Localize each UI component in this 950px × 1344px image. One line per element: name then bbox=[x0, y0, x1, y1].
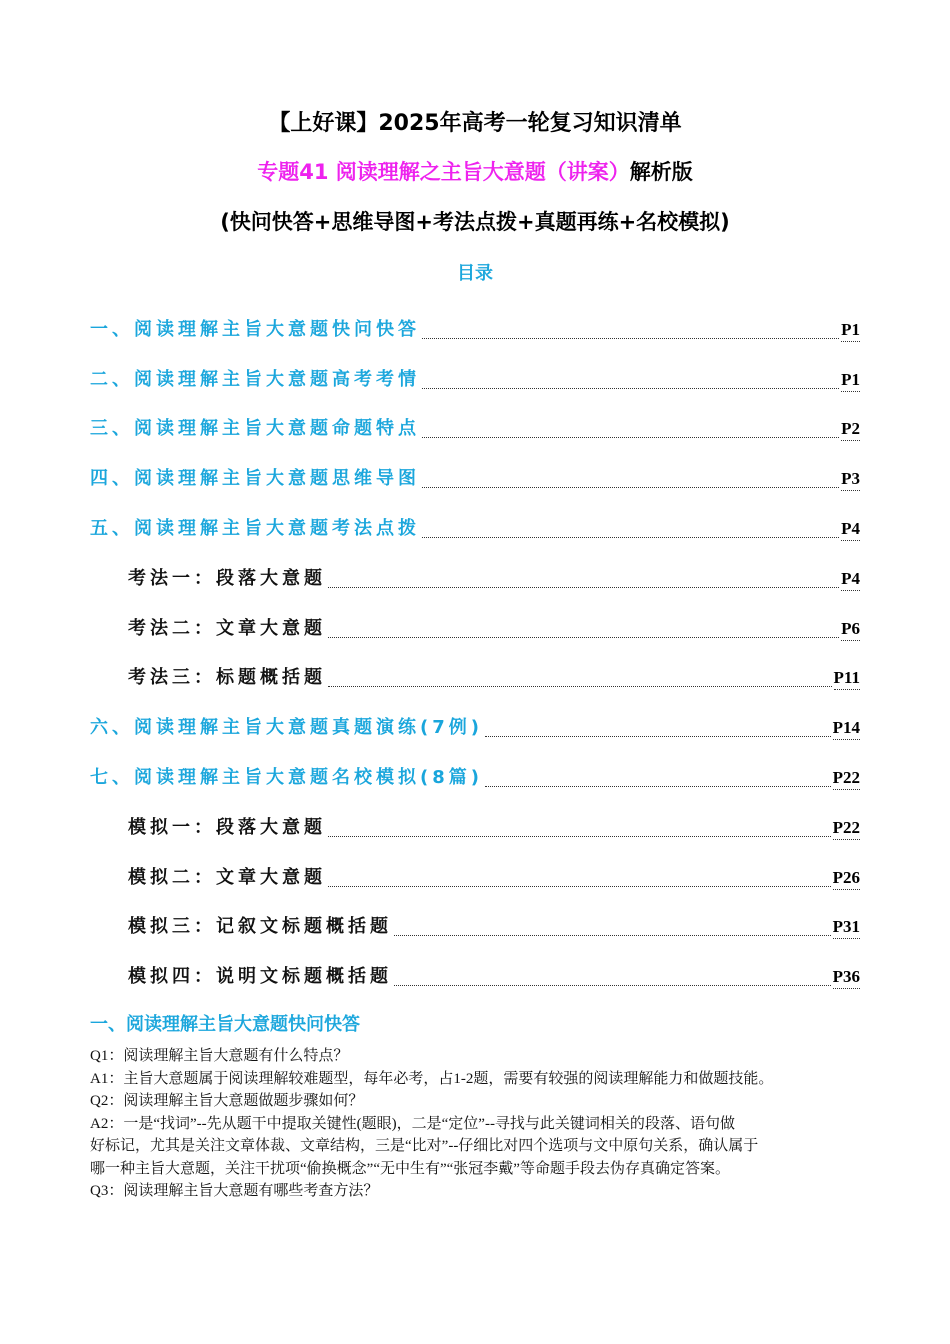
toc-dot-leader bbox=[328, 636, 839, 638]
toc-item[interactable] bbox=[90, 511, 860, 541]
toc-page-number: P22 bbox=[833, 817, 860, 840]
toc-item-label: 四、阅读理解主旨大意题思维导图 bbox=[90, 468, 420, 489]
edition-label: 解析版 bbox=[629, 160, 693, 184]
question-line: Q2：阅读理解主旨大意题做题步骤如何？ bbox=[90, 1093, 364, 1109]
document-contents-summary: (快问快答+思维导图+考法点拨+真题再练+名校模拟) bbox=[220, 210, 730, 234]
toc-dot-leader bbox=[422, 337, 839, 339]
toc-item-label: 模拟三：记叙文标题概括题 bbox=[128, 916, 392, 937]
toc-item-label: 模拟一：段落大意题 bbox=[128, 817, 326, 838]
toc-item-label: 三、阅读理解主旨大意题命题特点 bbox=[90, 418, 420, 439]
toc-item-label: 考法三：标题概括题 bbox=[128, 667, 326, 688]
toc-dot-leader bbox=[328, 586, 839, 588]
toc-subitem[interactable] bbox=[128, 611, 860, 641]
toc-dot-leader bbox=[422, 436, 839, 438]
toc-dot-leader bbox=[422, 387, 839, 389]
toc-item-label: 五、阅读理解主旨大意题考法点拨 bbox=[90, 518, 420, 539]
toc-item-label: 模拟二：文章大意题 bbox=[128, 867, 326, 888]
toc-page-number: P14 bbox=[833, 717, 860, 740]
toc-item-label: 一、阅读理解主旨大意题快问快答 bbox=[90, 319, 420, 340]
toc-item-label: 考法二：文章大意题 bbox=[128, 618, 326, 639]
question-line: Q3：阅读理解主旨大意题有哪些考查方法？ bbox=[90, 1183, 379, 1199]
toc-page-number: P26 bbox=[833, 867, 860, 890]
toc-item[interactable] bbox=[90, 362, 860, 392]
toc-page-number: P11 bbox=[834, 667, 860, 690]
answer-line: A1：主旨大意题属于阅读理解较难题型，每年必考，占1-2题，需要有较强的阅读理解能力和做题技能。 bbox=[90, 1070, 774, 1087]
toc-dot-leader bbox=[394, 934, 831, 936]
toc-subitem[interactable] bbox=[128, 860, 860, 890]
toc-item[interactable] bbox=[90, 760, 860, 790]
toc-subitem[interactable] bbox=[128, 959, 860, 989]
toc-item[interactable] bbox=[90, 312, 860, 342]
toc-subitem[interactable] bbox=[128, 909, 860, 939]
toc-page-number: P31 bbox=[833, 916, 860, 939]
toc-page-number: P6 bbox=[841, 618, 860, 641]
toc-item-label: 七、阅读理解主旨大意题名校模拟(8篇) bbox=[90, 767, 483, 788]
toc-subitem[interactable] bbox=[128, 561, 860, 591]
document-subtitle bbox=[0, 156, 950, 186]
toc-dot-leader bbox=[328, 885, 831, 887]
toc-page-number: P1 bbox=[841, 369, 860, 392]
answer-line: 好标记，尤其是关注文章体裁、文章结构，三是“比对”--仔细比对四个选项与文中原句关系，确认属于 bbox=[90, 1138, 759, 1154]
toc-page-number: P1 bbox=[841, 319, 860, 342]
answer-line: A2：一是“找词”--先从题干中提取关键性(题眼)，二是“定位”--寻找与此关键词相关的段落、语句做 bbox=[90, 1115, 735, 1132]
toc-dot-leader bbox=[328, 685, 832, 687]
toc-page-number: P3 bbox=[841, 468, 860, 491]
qa-block bbox=[90, 1045, 860, 1203]
toc-subitem[interactable] bbox=[128, 660, 860, 690]
section-heading: 一、阅读理解主旨大意题快问快答 bbox=[90, 1014, 360, 1035]
toc-dot-leader bbox=[422, 486, 839, 488]
toc-subitem[interactable] bbox=[128, 810, 860, 840]
toc-dot-leader bbox=[328, 835, 831, 837]
toc-dot-leader bbox=[485, 785, 831, 787]
toc-page-number: P4 bbox=[841, 568, 860, 591]
toc-heading: 目录 bbox=[457, 263, 493, 284]
toc-dot-leader bbox=[394, 984, 831, 986]
toc-item-label: 六、阅读理解主旨大意题真题演练(7例) bbox=[90, 717, 483, 738]
toc-item[interactable] bbox=[90, 411, 860, 441]
toc-item[interactable] bbox=[90, 710, 860, 740]
question-line: Q1：阅读理解主旨大意题有什么特点？ bbox=[90, 1048, 349, 1064]
toc-dot-leader bbox=[422, 536, 839, 538]
toc-page-number: P36 bbox=[833, 966, 860, 989]
document-title: 【上好课】2025年高考一轮复习知识清单 bbox=[268, 111, 682, 136]
topic-title: 专题41 阅读理解之主旨大意题（讲案） bbox=[257, 160, 630, 184]
toc-item-label: 考法一：段落大意题 bbox=[128, 568, 326, 589]
toc-item-label: 模拟四：说明文标题概括题 bbox=[128, 966, 392, 987]
toc-page-number: P22 bbox=[833, 767, 860, 790]
toc-page-number: P2 bbox=[841, 418, 860, 441]
toc-item-label: 二、阅读理解主旨大意题高考考情 bbox=[90, 369, 420, 390]
toc-page-number: P4 bbox=[841, 518, 860, 541]
toc-dot-leader bbox=[485, 735, 831, 737]
answer-line: 哪一种主旨大意题，关注干扰项“偷换概念”“无中生有”“张冠李戴”等命题手段去伪存真确定答案。 bbox=[90, 1160, 730, 1177]
toc-item[interactable] bbox=[90, 461, 860, 491]
